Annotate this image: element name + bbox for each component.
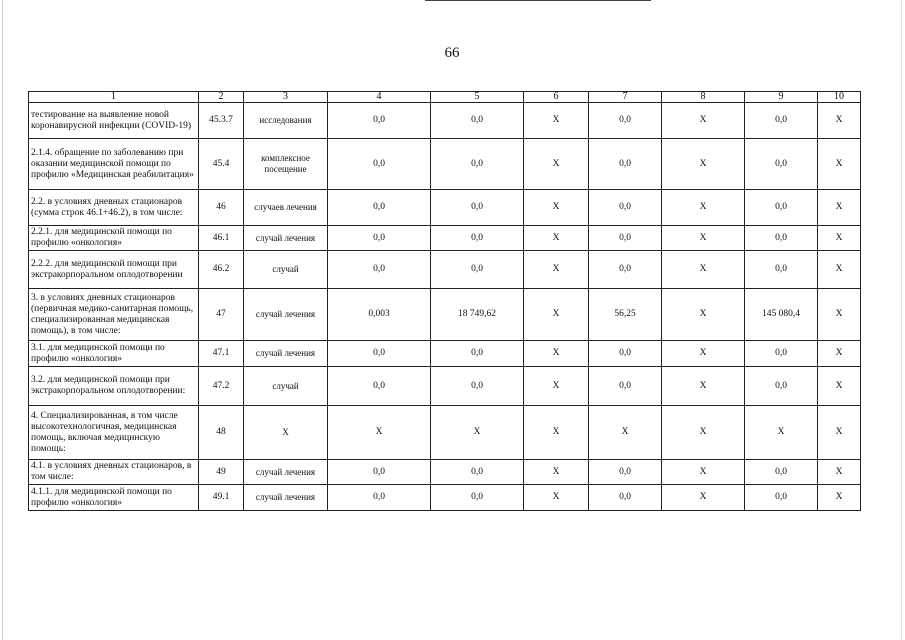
page-number: 66 <box>444 45 460 61</box>
cell-col5: Х <box>431 406 524 460</box>
header-cell: 6 <box>524 92 589 103</box>
cell-col6: Х <box>524 103 589 139</box>
cell-col5: 0,0 <box>431 103 524 139</box>
row-label: 2.2.1. для медицинской помощи по профилю «онкология» <box>29 226 199 251</box>
cell-col5: 0,0 <box>431 251 524 289</box>
table-row <box>29 406 861 460</box>
cell-col10: Х <box>818 190 861 226</box>
scan-right-edge <box>901 0 902 640</box>
cell-col6: Х <box>524 190 589 226</box>
cell-col5: 0,0 <box>431 190 524 226</box>
cell-col10: Х <box>818 460 861 485</box>
cell-col9: 0,0 <box>745 139 818 190</box>
header-cell: 8 <box>662 92 745 103</box>
table-row <box>29 139 861 190</box>
header-cell: 2 <box>199 92 244 103</box>
cell-col7: 0,0 <box>589 251 662 289</box>
cell-col5: 0,0 <box>431 139 524 190</box>
row-label: 4.1. в условиях дневных стационаров, в том числе: <box>29 460 199 485</box>
cell-col4: 0,003 <box>328 289 431 341</box>
row-code: 46 <box>199 190 244 226</box>
table-row <box>29 190 861 226</box>
header-cell: 10 <box>818 92 861 103</box>
cell-col4: 0,0 <box>328 139 431 190</box>
header-cell: 5 <box>431 92 524 103</box>
cell-col7: Х <box>589 406 662 460</box>
cell-col7: 0,0 <box>589 341 662 367</box>
cell-col8: Х <box>662 406 745 460</box>
row-label: тестирование на выявление новой коронавирусной инфекции (COVID-19) <box>29 103 199 139</box>
cell-col4: 0,0 <box>328 251 431 289</box>
table-row <box>29 341 861 367</box>
cell-col8: Х <box>662 289 745 341</box>
cell-col7: 0,0 <box>589 460 662 485</box>
row-code: 47.1 <box>199 341 244 367</box>
cell-col5: 0,0 <box>431 341 524 367</box>
cell-col4: 0,0 <box>328 190 431 226</box>
scan-left-edge <box>2 0 3 640</box>
data-table <box>28 91 861 511</box>
header-cell: 9 <box>745 92 818 103</box>
cell-col10: Х <box>818 103 861 139</box>
cell-col7: 0,0 <box>589 190 662 226</box>
cell-col6: Х <box>524 485 589 511</box>
cell-col5: 18 749,62 <box>431 289 524 341</box>
row-label: 3.1. для медицинской помощи по профилю «онкология» <box>29 341 199 367</box>
row-code: 46.1 <box>199 226 244 251</box>
cell-col6: Х <box>524 289 589 341</box>
cell-col4: 0,0 <box>328 103 431 139</box>
cell-col10: Х <box>818 139 861 190</box>
cell-col7: 0,0 <box>589 367 662 406</box>
cell-col8: Х <box>662 226 745 251</box>
table-row <box>29 289 861 341</box>
cell-col8: Х <box>662 139 745 190</box>
cell-col10: Х <box>818 226 861 251</box>
cell-col4: 0,0 <box>328 485 431 511</box>
row-code: 49 <box>199 460 244 485</box>
row-unit: Х <box>244 406 328 460</box>
row-code: 48 <box>199 406 244 460</box>
cell-col6: Х <box>524 406 589 460</box>
cell-col9: 0,0 <box>745 226 818 251</box>
table-row <box>29 226 861 251</box>
row-label: 3. в условиях дневных стационаров (первичная медико-санитарная помощь, специализированная медицинская помощь), в том числе: <box>29 289 199 341</box>
cell-col7: 0,0 <box>589 103 662 139</box>
cell-col10: Х <box>818 485 861 511</box>
cell-col8: Х <box>662 485 745 511</box>
row-code: 47 <box>199 289 244 341</box>
cell-col9: 0,0 <box>745 367 818 406</box>
cell-col9: 0,0 <box>745 460 818 485</box>
cell-col7: 56,25 <box>589 289 662 341</box>
table-header-row <box>29 92 861 103</box>
cell-col8: Х <box>662 367 745 406</box>
cell-col6: Х <box>524 226 589 251</box>
table-row <box>29 367 861 406</box>
cell-col4: 0,0 <box>328 460 431 485</box>
cell-col5: 0,0 <box>431 226 524 251</box>
row-unit: случай <box>244 367 328 406</box>
cell-col9: 145 080,4 <box>745 289 818 341</box>
cell-col4: 0,0 <box>328 341 431 367</box>
cell-col10: Х <box>818 367 861 406</box>
cell-col6: Х <box>524 139 589 190</box>
row-unit: случай <box>244 251 328 289</box>
row-unit: случай лечения <box>244 485 328 511</box>
cell-col10: Х <box>818 251 861 289</box>
row-code: 45.4 <box>199 139 244 190</box>
cell-col10: Х <box>818 289 861 341</box>
table-row <box>29 485 861 511</box>
row-label: 2.2.2. для медицинской помощи при экстракорпоральном оплодотворении <box>29 251 199 289</box>
cell-col6: Х <box>524 460 589 485</box>
top-edge-line <box>425 0 651 1</box>
cell-col8: Х <box>662 460 745 485</box>
row-label: 2.1.4. обращение по заболеванию при оказании медицинской помощи по профилю «Медицинская реабилитация» <box>29 139 199 190</box>
header-cell: 1 <box>29 92 199 103</box>
cell-col7: 0,0 <box>589 485 662 511</box>
cell-col10: Х <box>818 341 861 367</box>
table-body <box>29 92 861 511</box>
table-row <box>29 460 861 485</box>
cell-col7: 0,0 <box>589 139 662 190</box>
row-label: 3.2. для медицинской помощи при экстракорпоральном оплодотворении: <box>29 367 199 406</box>
table-row <box>29 103 861 139</box>
header-cell: 4 <box>328 92 431 103</box>
row-unit: комплексное посещение <box>244 139 328 190</box>
header-cell: 7 <box>589 92 662 103</box>
cell-col8: Х <box>662 341 745 367</box>
cell-col7: 0,0 <box>589 226 662 251</box>
cell-col5: 0,0 <box>431 367 524 406</box>
cell-col8: Х <box>662 190 745 226</box>
cell-col4: Х <box>328 406 431 460</box>
cell-col10: Х <box>818 406 861 460</box>
row-unit: случай лечения <box>244 226 328 251</box>
row-label: 4.1.1. для медицинской помощи по профилю «онкология» <box>29 485 199 511</box>
cell-col6: Х <box>524 341 589 367</box>
row-unit: случай лечения <box>244 460 328 485</box>
cell-col8: Х <box>662 103 745 139</box>
cell-col9: 0,0 <box>745 103 818 139</box>
cell-col5: 0,0 <box>431 485 524 511</box>
header-cell: 3 <box>244 92 328 103</box>
row-code: 49.1 <box>199 485 244 511</box>
row-unit: случаев лечения <box>244 190 328 226</box>
cell-col9: 0,0 <box>745 485 818 511</box>
cell-col6: Х <box>524 251 589 289</box>
row-unit: случай лечения <box>244 341 328 367</box>
row-code: 45.3.7 <box>199 103 244 139</box>
cell-col4: 0,0 <box>328 226 431 251</box>
row-label: 4. Специализированная, в том числе высокотехнологичная, медицинская помощь, включая медицинскую помощь: <box>29 406 199 460</box>
cell-col9: Х <box>745 406 818 460</box>
cell-col8: Х <box>662 251 745 289</box>
row-code: 47.2 <box>199 367 244 406</box>
cell-col6: Х <box>524 367 589 406</box>
cell-col9: 0,0 <box>745 190 818 226</box>
table-row <box>29 251 861 289</box>
row-unit: случай лечения <box>244 289 328 341</box>
row-label: 2.2. в условиях дневных стационаров (сумма строк 46.1+46.2), в том числе: <box>29 190 199 226</box>
cell-col4: 0,0 <box>328 367 431 406</box>
cell-col9: 0,0 <box>745 251 818 289</box>
cell-col5: 0,0 <box>431 460 524 485</box>
cell-col9: 0,0 <box>745 341 818 367</box>
row-code: 46.2 <box>199 251 244 289</box>
row-unit: исследования <box>244 103 328 139</box>
